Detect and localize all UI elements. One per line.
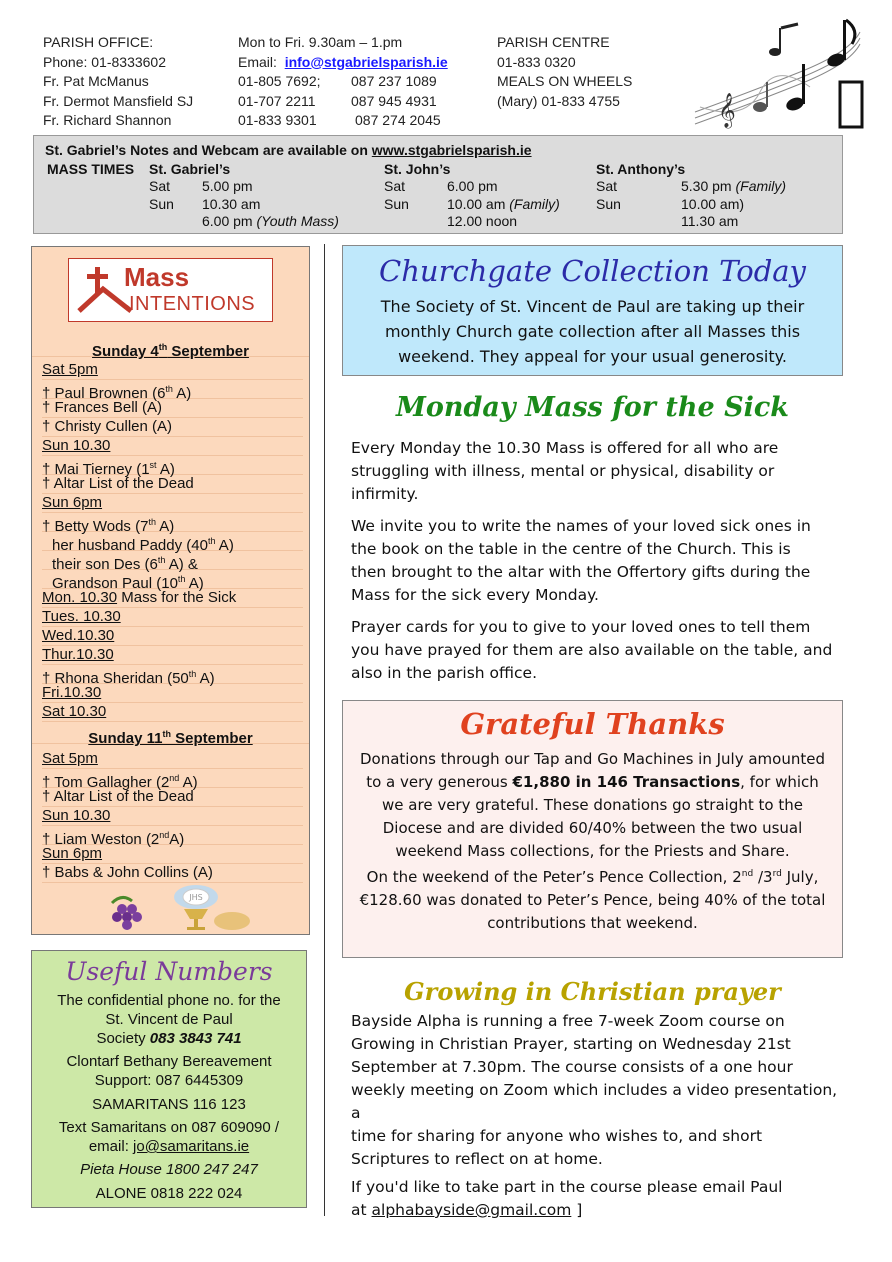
st-anthonys-heading: St. Anthony’s (596, 161, 686, 177)
pieta-house-line: Pieta House 1800 247 247 (80, 1161, 258, 1178)
alpha-email-link[interactable]: alphabayside@gmail.com (371, 1201, 572, 1219)
intention-rhona-sheridan: † Rhona Sheridan (50th A) (42, 665, 303, 684)
priest-1: Fr. Pat McManus (43, 73, 149, 89)
st-johns-heading: St. John’s (384, 161, 451, 177)
johns-day-1: Sat (384, 178, 406, 194)
text-samaritans-line: Text Samaritans on 087 609090 / (58, 1119, 280, 1136)
centre-label: PARISH CENTRE (497, 34, 610, 50)
intention-sat-5pm: Sat 5pm (42, 361, 303, 380)
intention-mai-tierney: † Mai Tierney (1st A) (42, 456, 303, 475)
grateful-thanks-text: Donations through our Tap and Go Machines in July amounted to a very generous €1,880 in 146 Transactions, for which we are very grateful. These donations go straight to the Diocese and are divided 60/40% between the two usual weekend Mass collections, for the Priests and Share. On the weekend of the Peter’s Pence Collection, 2nd /3rd July, €128.60 was donated to Peter’s Pence, being 40% of the total contributions that weekend. (359, 750, 826, 932)
intention-des: their son Des (6th A) & (42, 551, 303, 570)
intention-altar-list-2: † Altar List of the Dead (42, 788, 303, 807)
intention-frances-bell: † Frances Bell (A) (42, 399, 303, 418)
email-link[interactable]: info@stgabrielsparish.ie (284, 53, 448, 70)
johns-time-3: 12.00 noon (447, 213, 518, 229)
sunday-4-heading: Sunday 4th September (32, 338, 309, 357)
johns-time-1: 6.00 pm (447, 178, 498, 194)
mass-times-label: MASS TIMES (47, 161, 135, 177)
priest-2: Fr. Dermot Mansfield SJ (43, 92, 194, 109)
intention-friday: Fri.10.30 (42, 684, 303, 703)
churchgate-text: The Society of St. Vincent de Paul are taking up their monthly Church gate collection after all Masses this weekend. They appeal for your usual generosity. (380, 297, 805, 366)
gabriels-time-2: 10.30 am (202, 196, 261, 212)
gabriels-day-2: Sun (149, 196, 174, 212)
intention-sun-6pm-2: Sun 6pm (42, 845, 303, 864)
intention-sat-5pm-2: Sat 5pm (42, 750, 303, 769)
host-label: JHS (189, 893, 203, 902)
samaritans-email-line: email: jo@samaritans.ie (88, 1138, 250, 1155)
st-gabriels-heading: St. Gabriel’s (149, 161, 231, 177)
intention-altar-list-1: † Altar List of the Dead (42, 475, 303, 494)
churchgate-title: Churchgate Collection Today (379, 254, 806, 288)
parish-centre-block (497, 33, 632, 111)
gabriels-day-1: Sat (149, 178, 171, 194)
grateful-thanks-title: Grateful Thanks (460, 707, 725, 741)
intention-wednesday: Wed.10.30 (42, 627, 303, 646)
priest-1-mobile: 087 237 1089 (351, 73, 437, 89)
priest-3-mobile: 087 274 2045 (355, 112, 441, 128)
priest-2-phone: 01-707 2211 (238, 92, 316, 109)
centre-phone: 01-833 0320 (497, 53, 576, 70)
intention-paul-brownen: † Paul Brownen (6th A) (42, 380, 303, 399)
svp-line-1: The confidential phone no. for the (57, 992, 281, 1009)
intention-sat-1030: Sat 10.30 (42, 703, 303, 722)
grateful-thanks-box (342, 700, 843, 958)
music-notes-image (690, 12, 865, 130)
alone-line: ALONE 0818 222 024 (95, 1185, 243, 1202)
office-hours: Mon to Fri. 9.30am – 1.pm (238, 34, 403, 50)
communion-image (92, 883, 252, 933)
samaritans-email-link[interactable]: jo@samaritans.ie (133, 1138, 250, 1155)
mass-intentions-logo (68, 258, 273, 322)
sick-mass-title: Monday Mass for the Sick (395, 392, 789, 423)
intention-paddy: her husband Paddy (40th A) (42, 532, 303, 551)
notes-line (45, 142, 532, 158)
intention-sun-6pm: Sun 6pm (42, 494, 303, 513)
office-label: PARISH OFFICE: (43, 34, 154, 50)
sick-mass-text: Every Monday the 10.30 Mass is offered for all who are struggling with illness, mental or physical, disability or infirmity. We invite you to write the names of your loved sick ones in the book on the table in the centre of the Church. This is then brought to the altar with the Offertory gifts during the Mass for the sick every Monday. Prayer cards for you to give to your loved ones to tell them you have prayed for them are also available on the table, and also in the parish office. (351, 439, 833, 682)
anthonys-time-2: 10.00 am) (681, 196, 745, 212)
johns-day-2: Sun (384, 196, 409, 212)
priest-3-phone: 01-833 9301 (238, 112, 317, 128)
intention-liam-weston: † Liam Weston (2ndA) (42, 826, 303, 845)
sunday-11-heading: Sunday 11th September (32, 725, 309, 744)
website-link[interactable]: www.stgabrielsparish.ie (371, 142, 532, 158)
bethany-line-2: Support: 087 6445309 (94, 1072, 244, 1089)
useful-numbers-box (31, 950, 307, 1208)
parish-office-block (43, 33, 193, 131)
gabriels-time-1: 5.00 pm (202, 178, 253, 194)
useful-numbers-title: Useful Numbers (65, 957, 273, 986)
anthonys-day-1: Sat (596, 178, 618, 194)
intention-grandson-paul: Grandson Paul (10th A) (42, 570, 303, 589)
mass-intentions-box (31, 246, 310, 935)
intention-christy-cullen: † Christy Cullen (A) (42, 418, 303, 437)
svg-text:𝄞: 𝄞 (718, 93, 736, 128)
samaritans-line: SAMARITANS 116 123 (92, 1096, 246, 1113)
anthonys-day-2: Sun (596, 196, 621, 212)
churchgate-collection-box (342, 245, 843, 376)
mobile-block (351, 72, 441, 131)
intention-betty-wods: † Betty Wods (7th A) (42, 513, 303, 532)
logo-intentions-text: INTENTIONS (129, 293, 256, 315)
meals-phone: (Mary) 01-833 4755 (497, 92, 620, 109)
anthonys-time-1: 5.30 pm (Family) (681, 178, 787, 194)
johns-time-2: 10.00 am (Family) (447, 196, 560, 212)
priest-1-phone: 01-805 7692; (238, 73, 321, 89)
intention-babs-john-collins: † Babs & John Collins (A) (42, 864, 303, 883)
intention-monday: Mon. 10.30 Mass for the Sick (42, 589, 303, 608)
prayer-course-title: Growing in Christian prayer (404, 977, 781, 1006)
intention-thursday: Thur.10.30 (42, 646, 303, 665)
intention-tom-gallagher: † Tom Gallagher (2nd A) (42, 769, 303, 788)
meals-label: MEALS ON WHEELS (497, 73, 633, 89)
bethany-line-1: Clontarf Bethany Bereavement (66, 1053, 272, 1070)
priest-2-mobile: 087 945 4931 (351, 92, 437, 109)
email-label: Email: (238, 53, 277, 70)
anthonys-time-3: 11.30 am (681, 213, 739, 229)
mass-times-box (33, 135, 843, 234)
svp-line-2: St. Vincent de Paul (105, 1011, 233, 1028)
gabriels-time-3: 6.00 pm (Youth Mass) (202, 213, 339, 229)
office-phone: Phone: 01-8333602 (43, 53, 166, 70)
notes-prefix: St. Gabriel’s Notes and Webcam are available on (45, 142, 372, 158)
intention-sun-1030: Sun 10.30 (42, 437, 303, 456)
prayer-course-text: Bayside Alpha is running a free 7-week Zoom course on Growing in Christian Prayer, starting on Wednesday 21st September at 7.30pm. The course consists of a one hour weekly meeting on Zoom which includes a video presentation, a time for sharing for anyone who wishes to, and short Scriptures to reflect on at home. If you'd like to take part in the course please email Paul at alphabayside@gmail.com ] (351, 1012, 838, 1219)
column-divider (324, 244, 325, 1216)
intention-tuesday: Tues. 10.30 (42, 608, 303, 627)
svp-line-3: Society 083 3843 741 (96, 1030, 242, 1047)
intention-sun-1030-2: Sun 10.30 (42, 807, 303, 826)
priest-3: Fr. Richard Shannon (43, 112, 172, 128)
logo-mass-text: Mass (124, 262, 190, 292)
